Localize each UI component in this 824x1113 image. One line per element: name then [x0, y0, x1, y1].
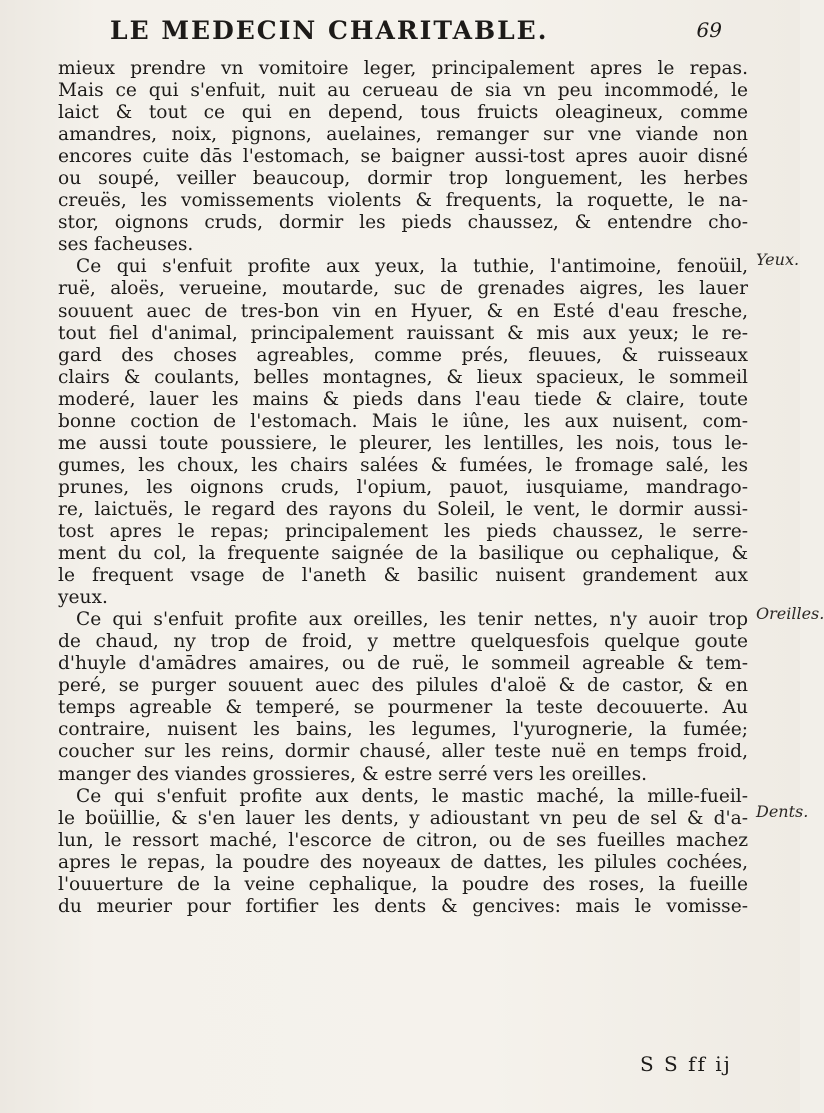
text-line: me aussi toute poussiere, le pleurer, les lentilles, les nois, tous le-: [58, 432, 748, 454]
text-line: gard des choses agreables, comme prés, fleuues, & ruisseaux: [58, 344, 748, 366]
text-line: re, laictuës, le regard des rayons du Soleil, le vent, le dormir aussi-: [58, 498, 748, 520]
text-line: tost apres le repas; principalement les pieds chaussez, le serre-: [58, 520, 748, 542]
text-line: d'huyle d'amādres amaires, ou de ruë, le sommeil agreable & tem-: [58, 653, 748, 675]
signature-mark: S S ff ij: [640, 1052, 732, 1076]
text-line: le boüillie, & s'en lauer les dents, y adioustant vn peu de sel & d'a-: [58, 807, 748, 829]
text-line: manger des viandes grossieres, & estre serré vers les oreilles.: [58, 763, 648, 785]
text-line: moderé, lauer les mains & pieds dans l'eau tiede & claire, toute: [58, 388, 748, 410]
running-title: LE MEDECIN CHARITABLE.: [110, 16, 549, 45]
text-line: laict & tout ce qui en depend, tous fruicts oleagineux, comme: [58, 102, 748, 124]
text-line: le frequent vsage de l'aneth & basilic nuisent grandement aux: [58, 565, 748, 587]
text-line: ruë, aloës, verueine, moutarde, suc de grenades aigres, les lauer: [58, 278, 748, 300]
page-header: [110, 16, 722, 50]
text-line: temps agreable & temperé, se pourmener la teste decouuerte. Au: [58, 697, 748, 719]
text-line: amandres, noix, pignons, auelaines, remanger sur vne viande non: [58, 124, 748, 146]
text-line: tout fiel d'animal, principalement rauissant & mis aux yeux; le re-: [58, 322, 748, 344]
text-line: apres le repas, la poudre des noyeaux de dattes, les pilules cochées,: [58, 851, 748, 873]
text-line: l'ouuerture de la veine cephalique, la poudre des roses, la fueille: [58, 873, 748, 895]
text-line: Ce qui s'enfuit profite aux oreilles, les tenir nettes, n'y auoir trop: [76, 609, 748, 631]
text-line: creuës, les vomissements violents & frequents, la roquette, le na-: [58, 190, 748, 212]
text-line: contraire, nuisent les bains, les legumes, l'yurognerie, la fumée;: [58, 719, 748, 741]
page-body: [58, 58, 748, 918]
paragraph-3: [58, 609, 748, 785]
text-line: peré, se purger souuent auec des pilules d'aloë & de castor, & en: [58, 675, 748, 697]
paragraph-1: [58, 58, 748, 256]
text-line: lun, le ressort maché, l'escorce de citron, ou de ses fueilles machez: [58, 829, 748, 851]
text-line: ment du col, la frequente saignée de la basilique ou cephalique, &: [58, 543, 748, 565]
page-number: 69: [696, 18, 722, 42]
text-line: Mais ce qui s'enfuit, nuit au cerueau de sia vn peu incommodé, le: [58, 80, 748, 102]
paragraph-4: [58, 786, 748, 918]
text-line: Ce qui s'enfuit profite aux dents, le mastic maché, la mille-fueil-: [76, 785, 748, 807]
text-line: clairs & coulants, belles montagnes, & lieux spacieux, le sommeil: [58, 366, 748, 388]
text-line: du meurier pour fortifier les dents & gencives: mais le vomisse-: [58, 895, 748, 917]
text-line: encores cuite dās l'estomach, se baigner aussi-tost apres auoir disné: [58, 146, 748, 168]
paragraph-2: [58, 256, 748, 609]
margin-note-oreilles: Oreilles.: [756, 604, 824, 623]
text-line: prunes, les oignons cruds, l'opium, pauot, iusquiame, mandrago-: [58, 476, 748, 498]
text-line: stor, oignons cruds, dormir les pieds chaussez, & entendre cho-: [58, 212, 748, 234]
text-line: de chaud, ny trop de froid, y mettre quelquesfois quelque goute: [58, 631, 748, 653]
text-line: mieux prendre vn vomitoire leger, principalement apres le repas.: [58, 58, 748, 79]
text-line: bonne coction de l'estomach. Mais le iûne, les aux nuisent, com-: [58, 410, 748, 432]
margin-note-yeux: Yeux.: [756, 250, 800, 269]
text-line: yeux.: [58, 587, 108, 609]
text-line: souuent auec de tres-bon vin en Hyuer, & en Esté d'eau fresche,: [58, 300, 748, 322]
text-line: gumes, les choux, les chairs salées & fumées, le fromage salé, les: [58, 454, 748, 476]
text-line: Ce qui s'enfuit profite aux yeux, la tuthie, l'antimoine, fenoüil,: [76, 256, 748, 278]
text-line: ou soupé, veiller beaucoup, dormir trop longuement, les herbes: [58, 168, 748, 190]
text-line: coucher sur les reins, dormir chausé, aller teste nuë en temps froid,: [58, 741, 748, 763]
margin-note-dents: Dents.: [756, 802, 809, 821]
text-line: ses facheuses.: [58, 234, 194, 256]
